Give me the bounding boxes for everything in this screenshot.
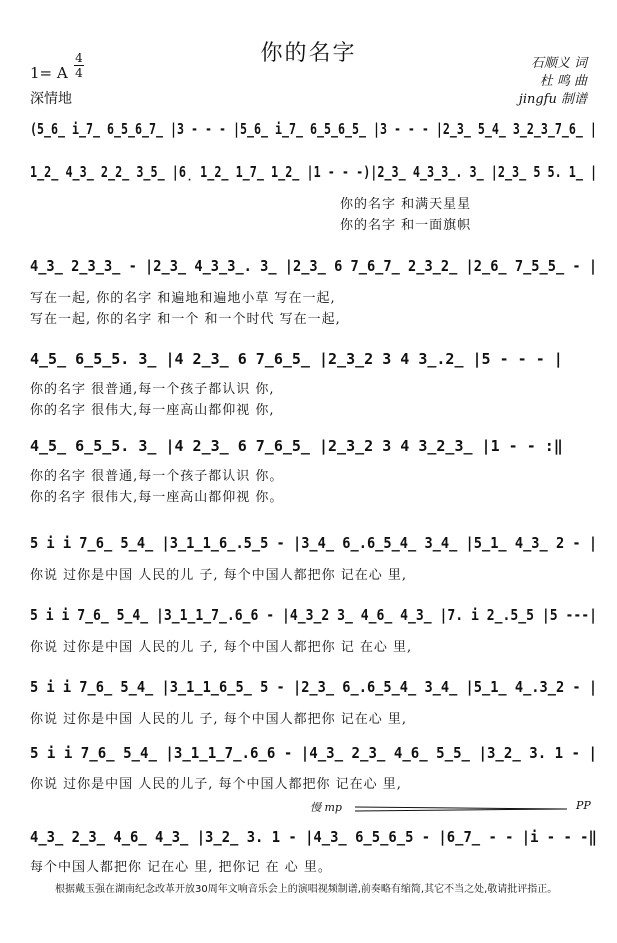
dynamic-pp: PP (576, 799, 591, 812)
lyric-row-9: 你说 过你是中国 人民的儿子, 每个中国人都把你 记在心 里, (30, 777, 402, 792)
notation-row-1: (5̲6̲ i̲7̲ 6̲5̲6̲7̲ |3 - - - |5̲6̲ i̲7̲ 6̲5̲6̲5̲ |3 - - - |2̲3̲ 5̲4̲ 3̲2̲3̲7̲6̲ | (30, 120, 597, 138)
notation-row-9: 5 i i 7̲6̲ 5̲4̲ |3̲1̲1̲7̲.6̲6 - |4̲3̲ 2̲3̲ 4̲6̲ 5̲5̲ |3̲2̲ 3. 1 - | (30, 744, 597, 762)
time-signature (74, 52, 84, 79)
lyric-row-5-verse-1: 你的名字 很普通,每一个孩子都认识 你。 (30, 469, 284, 484)
notation-row-7: 5 i i 7̲6̲ 5̲4̲ |3̲1̲1̲7̲.6̲6 - |4̲3̲2 3̲ 4̲6̲ 4̲3̲ |7. i 2̲.5̲5 |5 ---| (30, 606, 597, 624)
lyric-row-2-verse-2: 你的名字 和一面旗帜 (340, 218, 472, 233)
notation-row-4: 4̲5̲ 6̲5̲5. 3̲ |4 2̲3̲ 6 7̲6̲5̲ |2̲3̲2 3 4 3̲.2̲ |5 - - - | (30, 350, 563, 368)
lyricist: 石顺义 词 (530, 56, 587, 71)
arranger: jingfu 制谱 (518, 92, 587, 107)
lyric-row-3-verse-2: 写在一起, 你的名字 和一个 和一个时代 写在一起, (30, 312, 341, 327)
notation-row-8: 5 i i 7̲6̲ 5̲4̲ |3̲1̲1̲6̲5̲ 5 - |2̲3̲ 6̲.6̲5̲4̲ 3̲4̲ |5̲1̲ 4̲.3̲2 - | (30, 678, 598, 696)
page-title: 你的名字 (260, 41, 357, 66)
dynamic-mp: 慢 mp (310, 801, 342, 814)
time-bottom: 4 (75, 66, 83, 80)
lyric-row-10: 每个中国人都把你 记在心 里, 把你记 在 心 里。 (30, 860, 332, 875)
lyric-row-5-verse-2: 你的名字 很伟大,每一座高山都仰视 你。 (30, 490, 284, 505)
footnote: 根据戴玉强在湖南纪念改革开放30周年文响音乐会上的演唱视频制谱,前奏略有缩简,其它不当之处,敬请批评指正。 (55, 884, 558, 895)
lyric-row-4-verse-2: 你的名字 很伟大,每一座高山都仰视 你, (30, 403, 275, 418)
lyric-row-8: 你说 过你是中国 人民的儿 子, 每个中国人都把你 记在心 里, (30, 712, 408, 727)
notation-row-3: 4̲3̲ 2̲3̲3̲ - |2̲3̲ 4̲3̲3̲. 3̲ |2̲3̲ 6 7̲6̲7̲ 2̲3̲2̲ |2̲6̲ 7̲5̲5̲ - | (30, 257, 598, 275)
lyric-row-2-verse-1: 你的名字 和满天星星 (340, 197, 472, 212)
notation-row-2: 1̲2̲ 4̲3̲ 2̲2̲ 3̲5̲ |6̣ 1̲2̲ 1̲7̲ 1̲2̲ |1 - - -)|2̲3̲ 4̲3̲3̲. 3̲ |2̲3̲ 5 5. 1̲ | (30, 163, 598, 181)
lyric-row-6: 你说 过你是中国 人民的儿 子, 每个中国人都把你 记在心 里, (30, 568, 408, 583)
notation-row-10: 4̲3̲ 2̲3̲ 4̲6̲ 4̲3̲ |3̲2̲ 3. 1 - |4̲3̲ 6̲5̲6̲5 - |6̲7̲ - - |i - - -‖ (30, 828, 597, 846)
time-top: 4 (75, 51, 83, 65)
lyric-row-7: 你说 过你是中国 人民的儿 子, 每个中国人都把你 记 在心 里, (30, 640, 413, 655)
tempo-mood: 深情地 (30, 91, 72, 107)
decrescendo-hairpin (355, 805, 567, 813)
key-signature: 1= A (30, 64, 68, 82)
lyric-row-3-verse-1: 写在一起, 你的名字 和遍地和遍地小草 写在一起, (30, 291, 336, 306)
lyric-row-4-verse-1: 你的名字 很普通,每一个孩子都认识 你, (30, 382, 275, 397)
composer: 杜 鸣 曲 (539, 74, 587, 89)
notation-row-5: 4̲5̲ 6̲5̲5. 3̲ |4 2̲3̲ 6 7̲6̲5̲ |2̲3̲2 3 4 3̲2̲3̲ |1 - - :‖ (30, 437, 563, 455)
notation-row-6: 5 i i 7̲6̲ 5̲4̲ |3̲1̲1̲6̲.5̲5 - |3̲4̲ 6̲.6̲5̲4̲ 3̲4̲ |5̲1̲ 4̲3̲ 2 - | (30, 534, 598, 552)
